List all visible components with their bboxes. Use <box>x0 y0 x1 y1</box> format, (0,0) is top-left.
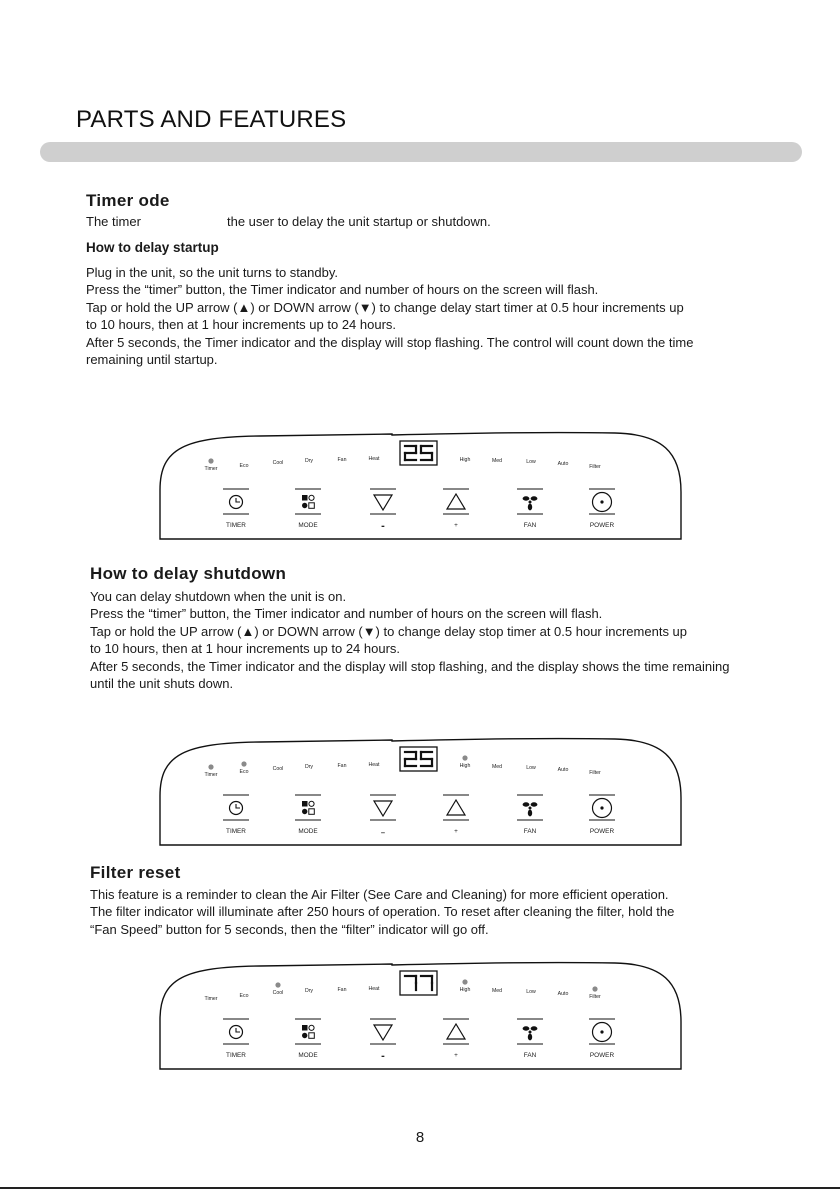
startup-line: to 10 hours, then at 1 hour increments up to 24 hours. <box>86 317 397 333</box>
indicator-label-cool: Cool <box>272 460 284 466</box>
filter-reset-heading: Filter reset <box>90 863 181 882</box>
indicator-label-high: High <box>459 987 471 993</box>
startup-line: Tap or hold the UP arrow (▲) or DOWN arrow (▼) to change delay start timer at 0.5 hour increments up <box>86 299 684 315</box>
startup-line: Plug in the unit, so the unit turns to standby. <box>86 265 338 280</box>
indicator-label-timer: Timer <box>204 772 218 778</box>
timer-mode-intro-part2: the user to delay the unit startup or shutdown. <box>227 214 491 229</box>
indicator-label-eco: Eco <box>239 769 249 775</box>
indicator-light-high <box>462 979 467 984</box>
control-panel <box>160 963 681 1069</box>
button-label: + <box>454 522 458 529</box>
button-label: TIMER <box>226 522 246 529</box>
indicator-label-filter: Filter <box>589 770 601 776</box>
indicator-label-fan: Fan <box>337 987 347 993</box>
indicator-label-low: Low <box>526 459 536 465</box>
indicator-light-cool <box>275 982 280 987</box>
indicator-label-heat: Heat <box>368 986 380 992</box>
button-label: MODE <box>298 828 318 835</box>
indicator-label-high: High <box>459 457 471 463</box>
indicator-label-med: Med <box>491 458 503 464</box>
button-label: + <box>454 828 458 835</box>
button-label: POWER <box>589 1052 615 1059</box>
button-label: TIMER <box>226 1052 246 1059</box>
button-label: FAN <box>523 1052 537 1059</box>
filter-line: The filter indicator will illuminate after 250 hours of operation. To reset after cleaning the filter, hold the <box>90 904 675 920</box>
indicator-label-dry: Dry <box>304 458 314 464</box>
indicator-label-cool: Cool <box>272 766 284 772</box>
indicator-label-filter: Filter <box>589 994 601 1000</box>
indicator-label-dry: Dry <box>304 764 314 770</box>
page-number: 8 <box>415 1129 425 1146</box>
indicator-label-heat: Heat <box>368 456 380 462</box>
shutdown-line: Press the “timer” button, the Timer indicator and number of hours on the screen will flash. <box>90 606 603 622</box>
bottom-rule <box>0 1187 840 1189</box>
indicator-label-fan: Fan <box>337 457 347 463</box>
indicator-label-low: Low <box>526 765 536 771</box>
indicator-label-auto: Auto <box>557 991 569 997</box>
button-label: - <box>381 520 385 532</box>
button-label: POWER <box>589 828 615 835</box>
fan-icon <box>523 1026 538 1040</box>
indicator-light-filter <box>592 986 597 991</box>
button-label: + <box>454 1052 458 1059</box>
indicator-label-eco: Eco <box>239 463 249 469</box>
timer-mode-heading: Timer ode <box>86 191 170 210</box>
indicator-label-auto: Auto <box>557 461 569 467</box>
down-arrow-icon <box>374 1025 392 1040</box>
page-title: PARTS AND FEATURES <box>76 106 347 133</box>
button-label: – <box>380 828 386 837</box>
shutdown-line: Tap or hold the UP arrow (▲) or DOWN arrow (▼) to change delay stop timer at 0.5 hour increments up <box>90 623 688 639</box>
shutdown-line: After 5 seconds, the Timer indicator and the display will stop flashing, and the display shows the time remaining <box>90 658 730 674</box>
indicator-label-timer: Timer <box>204 466 218 472</box>
indicator-label-cool: Cool <box>272 990 284 996</box>
indicator-label-low: Low <box>526 989 536 995</box>
power-icon <box>593 1023 612 1042</box>
startup-line: remaining until startup. <box>86 351 218 367</box>
button-label: MODE <box>298 522 318 529</box>
shutdown-line: You can delay shutdown when the unit is on. <box>90 589 347 604</box>
timer-mode-intro-part1: The timer <box>86 214 141 229</box>
indicator-label-eco: Eco <box>239 993 249 999</box>
shutdown-line: to 10 hours, then at 1 hour increments up to 24 hours. <box>90 641 401 657</box>
shutdown-line: until the unit shuts down. <box>90 675 234 691</box>
shutdown-heading: How to delay shutdown <box>90 564 287 583</box>
indicator-label-med: Med <box>491 764 503 770</box>
filter-line: “Fan Speed” button for 5 seconds, then the “filter” indicator will go off. <box>90 921 489 937</box>
button-label: POWER <box>589 522 615 529</box>
indicator-label-timer: Timer <box>204 996 218 1002</box>
startup-line: Press the “timer” button, the Timer indicator and number of hours on the screen will flash. <box>86 282 599 298</box>
indicator-label-dry: Dry <box>304 988 314 994</box>
startup-line: After 5 seconds, the Timer indicator and the display will stop flashing. The control will count down the time <box>86 334 694 350</box>
button-label: FAN <box>523 828 537 835</box>
indicator-label-heat: Heat <box>368 762 380 768</box>
button-label: FAN <box>523 522 537 529</box>
startup-heading: How to delay startup <box>86 240 219 255</box>
up-arrow-icon <box>447 1024 465 1039</box>
button-label: MODE <box>298 1052 318 1059</box>
mode-icon <box>302 1025 314 1038</box>
button-label: TIMER <box>226 828 246 835</box>
clock-icon <box>230 1026 243 1039</box>
indicator-label-fan: Fan <box>337 763 347 769</box>
indicator-label-auto: Auto <box>557 767 569 773</box>
indicator-label-filter: Filter <box>589 464 601 470</box>
indicator-label-high: High <box>459 763 471 769</box>
indicator-label-med: Med <box>491 988 503 994</box>
button-label: - <box>381 1050 385 1062</box>
filter-line: This feature is a reminder to clean the Air Filter (See Care and Cleaning) for more efficient operation. <box>90 887 669 902</box>
